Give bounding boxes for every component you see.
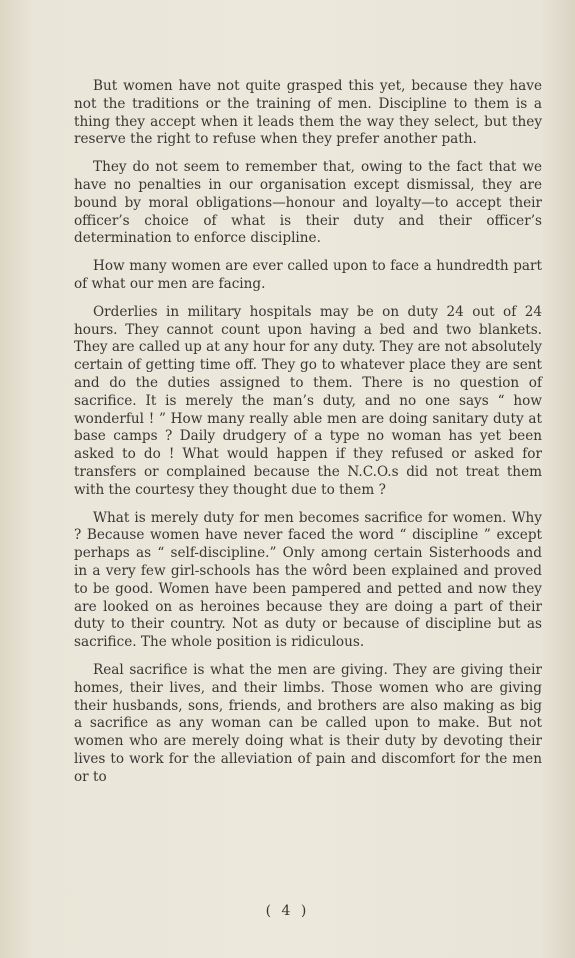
page-number: ( 4 ) (265, 903, 310, 919)
paragraph-5: What is merely duty for men becomes sacrifice for women. Why ? Because women have never faced the word “ discipline ” except perhaps as “ self-discipline.” Only among certain Sisterhoods and in a very few girl-schools has the wôrd been explained and proved to be good. Women have been pampered and petted and now they are looked on as heroines because they are doing a part of their duty to their country. Not as duty or because of discipline but as sacrifice. The whole position is ridiculous. (74, 509, 542, 651)
paragraph-4: Orderlies in military hospitals may be on duty 24 out of 24 hours. They cannot count upon having a bed and two blankets. They are called up at any hour for any duty. They are not absolutely certain of getting time off. They go to whatever place they are sent and do the duties assigned to them. There is no question of sacrifice. It is merely the man’s duty, and no one says “ how wonderful ! ” How many really able men are doing sanitary duty at base camps ? Daily drudgery of a type no woman has yet been asked to do ! What would happen if they refused or asked for transfers or complained because the N.C.O.s did not treat them with the courtesy they thought due to them ? (74, 303, 542, 498)
body-text (74, 78, 542, 796)
paragraph-3: How many women are ever called upon to face a hundredth part of what our men are facing. (74, 258, 542, 292)
paragraph-6: Real sacrifice is what the men are giving. They are giving their homes, their lives, and their limbs. Those women who are giving their husbands, sons, friends, and brothers are also making as big a sacrifice as any woman can be called upon to make. But not women who are merely doing what is their duty by devoting their lives to work for the alleviation of pain and discomfort for the men or to (74, 661, 542, 785)
paragraph-1: But women have not quite grasped this yet, because they have not the traditions or the training of men. Discipline to them is a thing they accept when it leads them the way they select, but they reserve the right to refuse when they prefer another path. (74, 78, 542, 148)
paragraph-2: They do not seem to remember that, owing to the fact that we have no penalties in our organisation except dismissal, they are bound by moral obligations—honour and loyalty—to accept their officer’s choice of what is their duty and their officer’s determination to enforce discipline. (74, 159, 542, 247)
